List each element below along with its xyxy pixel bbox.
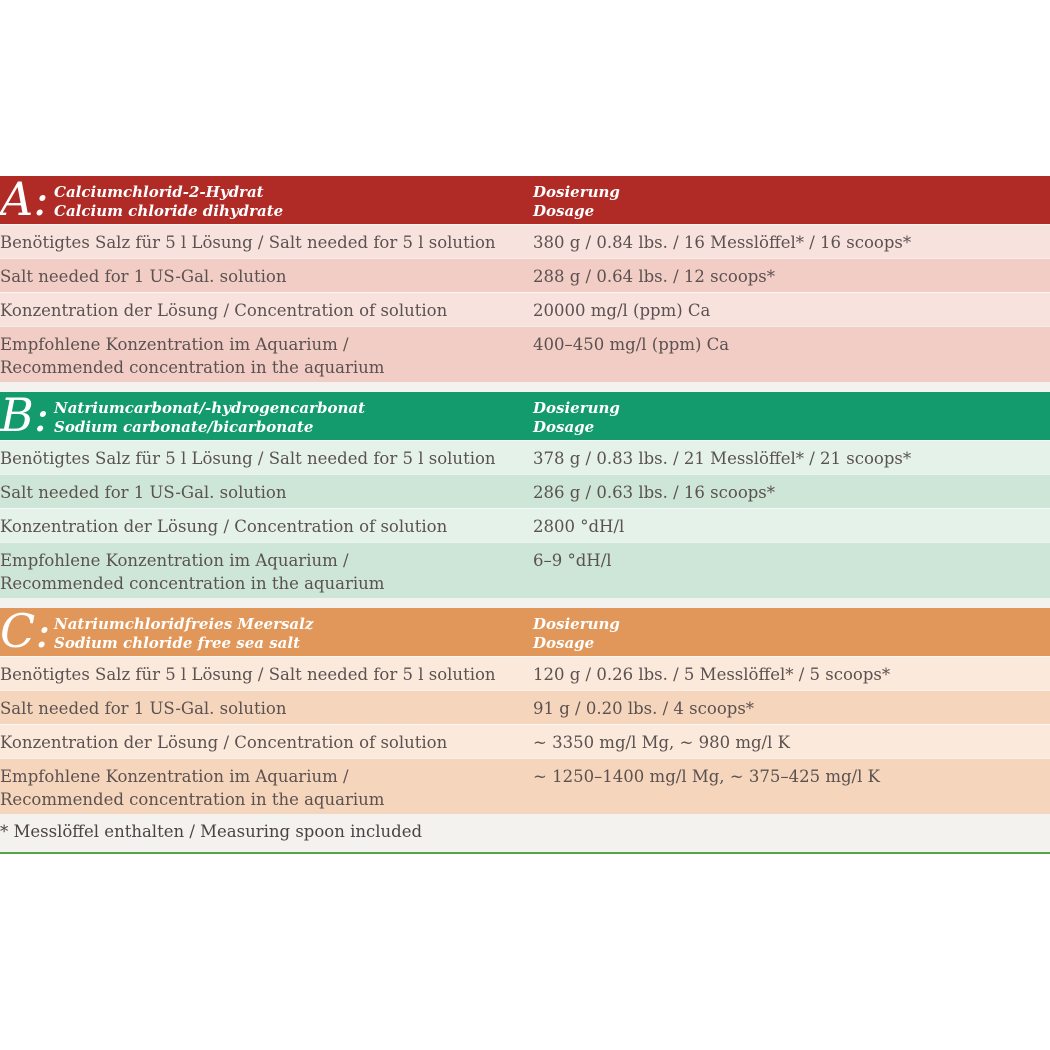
table-row [0, 258, 1050, 292]
row-value: 2800 °dH/l [533, 517, 625, 536]
section-letter: C: [0, 608, 51, 656]
section-letter: B: [0, 392, 50, 440]
row-label: Benötigtes Salz für 5 l Lösung / Salt needed for 5 l solution [0, 665, 496, 684]
row-value: 91 g / 0.20 lbs. / 4 scoops* [533, 699, 755, 718]
section-b-header [0, 392, 1050, 440]
table-row [0, 724, 1050, 758]
table-row [0, 690, 1050, 724]
row-value: 288 g / 0.64 lbs. / 12 scoops* [533, 267, 776, 286]
table-row [0, 292, 1050, 326]
footnote-text: * Messlöffel enthalten / Measuring spoon included [0, 822, 423, 841]
dosage-heading: Dosierung Dosage [533, 183, 620, 220]
row-label: Konzentration der Lösung / Concentration of solution [0, 301, 448, 320]
row-label: Salt needed for 1 US-Gal. solution [0, 699, 287, 718]
section-c-header [0, 608, 1050, 656]
section-letter: A: [0, 176, 49, 224]
row-label: Empfohlene Konzentration im Aquarium / Recommended concentration in the aquarium [0, 335, 385, 377]
table-row [0, 224, 1050, 258]
table-row [0, 508, 1050, 542]
row-value: 6–9 °dH/l [533, 551, 612, 570]
section-c [0, 608, 1050, 814]
footnote [0, 814, 1050, 854]
table-row [0, 542, 1050, 598]
section-a [0, 176, 1050, 382]
table-row [0, 326, 1050, 382]
table-row [0, 656, 1050, 690]
row-label: Salt needed for 1 US-Gal. solution [0, 483, 287, 502]
row-label: Konzentration der Lösung / Concentration of solution [0, 517, 448, 536]
table-row [0, 474, 1050, 508]
row-value: ~ 1250–1400 mg/l Mg, ~ 375–425 mg/l K [533, 767, 880, 786]
dosage-table [0, 176, 1050, 854]
dosage-heading: Dosierung Dosage [533, 399, 620, 436]
row-label: Salt needed for 1 US-Gal. solution [0, 267, 287, 286]
row-value: 378 g / 0.83 lbs. / 21 Messlöffel* / 21 scoops* [533, 449, 912, 468]
row-value: 286 g / 0.63 lbs. / 16 scoops* [533, 483, 776, 502]
table-row [0, 758, 1050, 814]
row-label: Empfohlene Konzentration im Aquarium / Recommended concentration in the aquarium [0, 551, 385, 593]
row-label: Benötigtes Salz für 5 l Lösung / Salt needed for 5 l solution [0, 233, 496, 252]
section-a-header [0, 176, 1050, 224]
row-value: 380 g / 0.84 lbs. / 16 Messlöffel* / 16 scoops* [533, 233, 912, 252]
section-title: Natriumcarbonat/-hydrogencarbonat Sodium carbonate/bicarbonate [54, 399, 366, 436]
section-title: Natriumchloridfreies Meersalz Sodium chloride free sea salt [54, 615, 314, 652]
section-title: Calciumchlorid-2-Hydrat Calcium chloride dihydrate [54, 183, 284, 220]
row-value: 400–450 mg/l (ppm) Ca [533, 335, 730, 354]
row-label: Benötigtes Salz für 5 l Lösung / Salt needed for 5 l solution [0, 449, 496, 468]
table-row [0, 440, 1050, 474]
row-label: Empfohlene Konzentration im Aquarium / Recommended concentration in the aquarium [0, 767, 385, 809]
row-value: 20000 mg/l (ppm) Ca [533, 301, 711, 320]
row-value: ~ 3350 mg/l Mg, ~ 980 mg/l K [533, 733, 790, 752]
dosage-heading: Dosierung Dosage [533, 615, 620, 652]
section-b [0, 392, 1050, 598]
row-value: 120 g / 0.26 lbs. / 5 Messlöffel* / 5 scoops* [533, 665, 891, 684]
row-label: Konzentration der Lösung / Concentration of solution [0, 733, 448, 752]
